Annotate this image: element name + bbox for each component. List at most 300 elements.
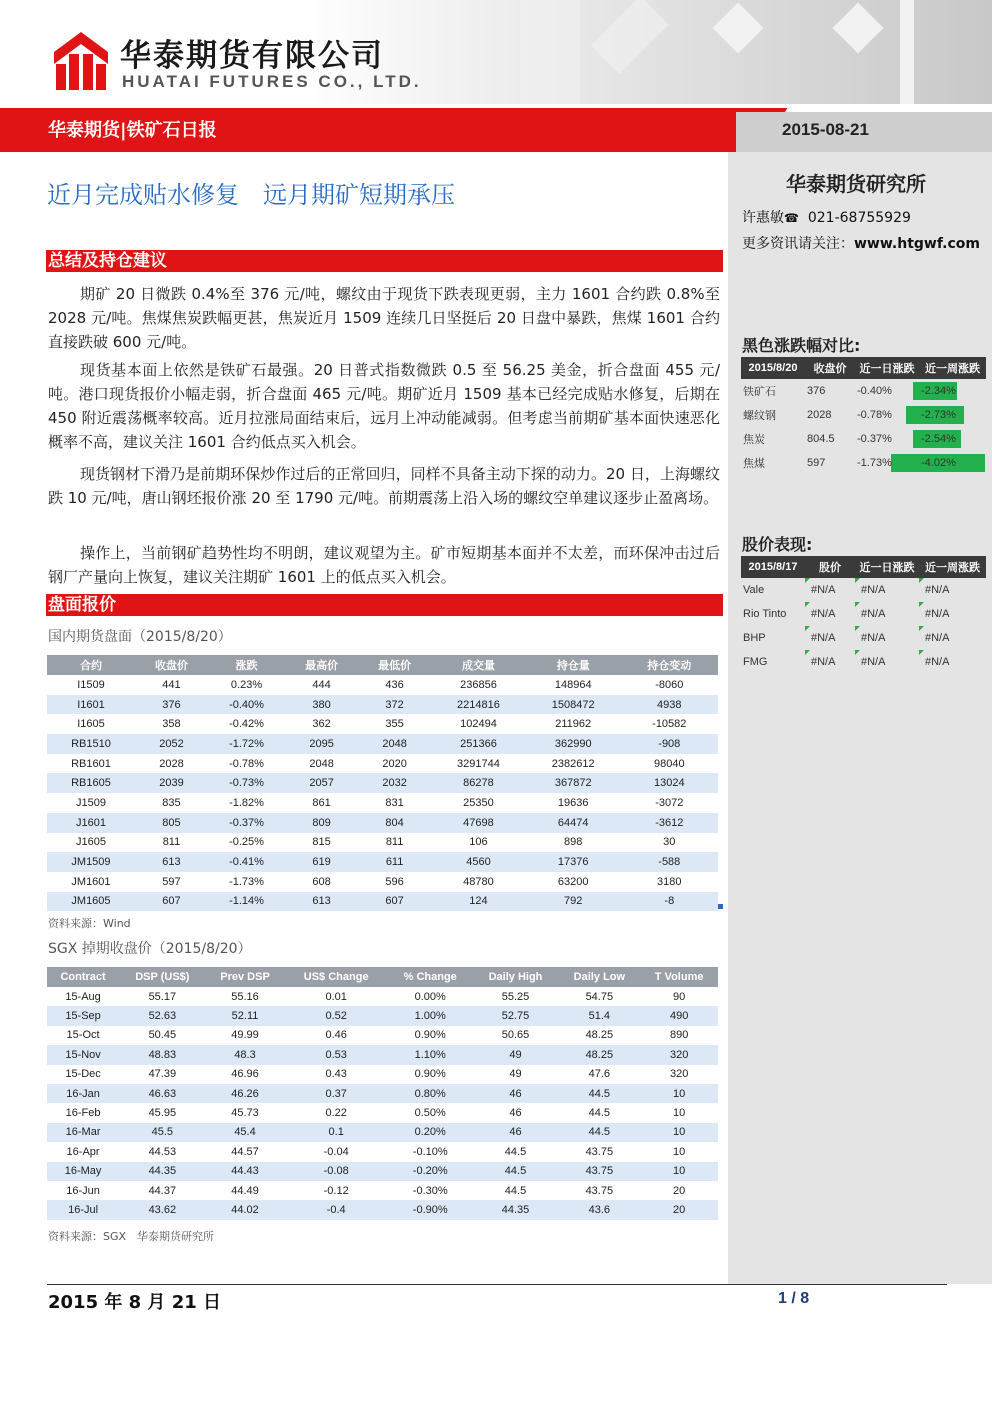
cell-text: #N/A (861, 584, 886, 596)
table-cell: 16-Jun (47, 1181, 119, 1200)
table-cell: 607 (358, 892, 431, 912)
table-cell: 15-Nov (47, 1045, 119, 1064)
table-cell: 44.5 (473, 1181, 559, 1200)
analyst-contact (742, 207, 911, 227)
day-change-value: -0.78% (857, 409, 892, 421)
table-cell: 52.63 (119, 1006, 205, 1025)
table-cell: 2095 (285, 734, 358, 754)
table-row (47, 695, 718, 715)
table-cell: 2382612 (526, 754, 621, 774)
table-cell: 367872 (526, 773, 621, 793)
table-cell: 55.16 (206, 987, 285, 1006)
day-change-value: -0.37% (857, 433, 892, 445)
column-header: 持仓变动 (621, 655, 718, 675)
table-cell: 0.52 (285, 1006, 388, 1025)
error-flag-icon (805, 626, 810, 631)
column-header: 涨跌 (208, 655, 285, 675)
close-price: 597 (807, 457, 826, 469)
table-cell: 362 (285, 714, 358, 734)
table-cell: 44.35 (119, 1162, 205, 1181)
table-cell: 19636 (526, 793, 621, 813)
header-decoration (713, 3, 764, 54)
table-cell: 44.5 (473, 1142, 559, 1161)
day-change-cell (855, 379, 919, 403)
table-cell: 811 (358, 833, 431, 853)
column-header: 收盘价 (135, 655, 208, 675)
table-cell: 16-May (47, 1162, 119, 1181)
commodity-name: 焦炭 (743, 434, 765, 446)
table-cell: 45.95 (119, 1103, 205, 1122)
table-cell: J1509 (47, 793, 135, 813)
table-row (47, 1103, 718, 1122)
report-date: 2015-08-21 (782, 120, 869, 139)
summary-paragraph: 现货基本面上依然是铁矿石最强。20 日普式指数微跌 0.5 至 56.25 美金，折合盘面 455 元/吨。港口现货报价小幅走弱，折合盘面 465 元/吨。期矿近月 1509 基本已经完成贴水修复，后期在 450 附近震荡概率较高。近月拉涨局面结束后，远月上冲动能减弱。但考虑当前期矿基本面快速恶化概率不高，建议关注 1601 合约低点买入机会。 (48, 361, 720, 451)
header-decoration (833, 3, 884, 54)
table-cell: 2039 (135, 773, 208, 793)
table-cell: 15-Sep (47, 1006, 119, 1025)
table-cell: 831 (358, 793, 431, 813)
table-row (47, 793, 718, 813)
sidebar (728, 152, 992, 1284)
table-cell: JM1605 (47, 892, 135, 912)
table-cell: 44.53 (119, 1142, 205, 1161)
table-cell: -0.90% (388, 1200, 473, 1219)
table-row (47, 1084, 718, 1103)
column-header: 最高价 (285, 655, 358, 675)
stock-value (919, 626, 986, 650)
table-cell: 1.00% (388, 1006, 473, 1025)
table-cell: 0.37 (285, 1084, 388, 1103)
table-cell: 15-Oct (47, 1026, 119, 1045)
table-row (47, 773, 718, 793)
cell-text: #N/A (811, 656, 836, 668)
error-flag-icon (919, 626, 924, 631)
stock-name (741, 650, 805, 674)
domestic-source: 资料来源：Wind (48, 917, 131, 930)
table-row (47, 987, 718, 1006)
table-row (47, 872, 718, 892)
table-cell: 380 (285, 695, 358, 715)
table-row (47, 1142, 718, 1161)
table-cell: 320 (640, 1045, 718, 1064)
company-name-cn: 华泰期货有限公司 (120, 38, 384, 74)
day-change-bar (891, 454, 919, 472)
table-cell: 898 (526, 833, 621, 853)
domestic-futures-table (47, 655, 718, 911)
table-row (47, 1026, 718, 1045)
section-title-summary: 总结及持仓建议 (48, 251, 167, 271)
black-compare-table (741, 357, 986, 475)
table-cell: 64474 (526, 813, 621, 833)
week-change-value: -2.73% (921, 409, 956, 421)
table-cell: 251366 (431, 734, 526, 754)
table-cell: 45.5 (119, 1123, 205, 1142)
table-row (47, 675, 718, 695)
table-cell: RB1605 (47, 773, 135, 793)
table-cell: 362990 (526, 734, 621, 754)
table-cell: J1601 (47, 813, 135, 833)
column-header: 2015/8/20 (741, 357, 805, 379)
day-change-bar (906, 406, 919, 424)
table-cell: 607 (135, 892, 208, 912)
table-cell: -1.82% (208, 793, 285, 813)
table-cell: 597 (135, 872, 208, 892)
close-price: 2028 (807, 409, 832, 421)
cell-text: #N/A (925, 608, 950, 620)
table-row (47, 852, 718, 872)
table-cell: 13024 (621, 773, 718, 793)
table-cell: 490 (640, 1006, 718, 1025)
cell-text: #N/A (811, 584, 836, 596)
column-header: 合约 (47, 655, 135, 675)
page-number: 1 / 8 (778, 1290, 810, 1307)
table-cell: 0.53 (285, 1045, 388, 1064)
footer-date: 2015 年 8 月 21 日 (48, 1292, 222, 1313)
table-cell: 236856 (431, 675, 526, 695)
table-cell: -8 (621, 892, 718, 912)
table-cell: 0.80% (388, 1084, 473, 1103)
error-flag-icon (919, 650, 924, 655)
stock-value (805, 650, 855, 674)
table-cell: 98040 (621, 754, 718, 774)
table-cell: 611 (358, 852, 431, 872)
column-header: 近一日涨跌 (855, 556, 919, 578)
table-cell: 44.49 (206, 1181, 285, 1200)
table-row (47, 1065, 718, 1084)
week-change-cell (919, 427, 986, 451)
table-cell: 47698 (431, 813, 526, 833)
stock-name (741, 578, 805, 602)
table-cell: 15-Aug (47, 987, 119, 1006)
table-cell: 43.75 (558, 1162, 640, 1181)
table-cell: 49.99 (206, 1026, 285, 1045)
table-cell: 10 (640, 1142, 718, 1161)
table-cell: -0.12 (285, 1181, 388, 1200)
table-cell: 52.11 (206, 1006, 285, 1025)
table-cell: 2048 (285, 754, 358, 774)
table-cell: 20 (640, 1200, 718, 1219)
column-header: 持仓量 (526, 655, 621, 675)
table-cell: 44.5 (473, 1162, 559, 1181)
footer-divider (47, 1284, 947, 1285)
table-cell: -0.78% (208, 754, 285, 774)
table-row (47, 1006, 718, 1025)
table-cell: 43.6 (558, 1200, 640, 1219)
table-row (47, 734, 718, 754)
column-header: 最低价 (358, 655, 431, 675)
column-header: 近一周涨跌 (919, 357, 986, 379)
stock-value (919, 578, 986, 602)
table-row (741, 626, 986, 650)
table-cell: 17376 (526, 852, 621, 872)
table-row (47, 1200, 718, 1219)
stock-value (805, 626, 855, 650)
table-cell: 10 (640, 1103, 718, 1122)
table-cell: 45.73 (206, 1103, 285, 1122)
cell-text: #N/A (811, 632, 836, 644)
header-decoration (591, 0, 669, 74)
table-cell: JM1601 (47, 872, 135, 892)
day-change-value: -1.73% (857, 457, 892, 469)
table-cell: -8060 (621, 675, 718, 695)
table-cell: 30 (621, 833, 718, 853)
error-flag-icon (805, 602, 810, 607)
stock-value (855, 626, 919, 650)
error-flag-icon (855, 578, 860, 583)
table-cell: 0.00% (388, 987, 473, 1006)
table-row (47, 714, 718, 734)
table-cell: 320 (640, 1065, 718, 1084)
analyst-phone: 021-68755929 (807, 210, 911, 226)
table-cell: I1605 (47, 714, 135, 734)
table-cell: -3612 (621, 813, 718, 833)
analyst-name: 许惠敏 (742, 210, 784, 226)
stock-name (741, 602, 805, 626)
summary-paragraph: 现货钢材下滑乃是前期环保炒作过后的正常回归，同样不具备主动下探的动力。20 日，上海螺纹跌 10 元/吨，唐山钢坯报价涨 20 至 1790 元/吨。前期震荡上沿入场的螺纹空单建议逐步止盈离场。 (48, 465, 720, 507)
table-cell: 441 (135, 675, 208, 695)
cell-text: #N/A (861, 608, 886, 620)
table-cell: 355 (358, 714, 431, 734)
table-cell: 50.65 (473, 1026, 559, 1045)
table-cell: 16-Apr (47, 1142, 119, 1161)
table-cell: 25350 (431, 793, 526, 813)
table-cell: 835 (135, 793, 208, 813)
error-flag-icon (805, 650, 810, 655)
table-cell: 3180 (621, 872, 718, 892)
table-cell: 0.90% (388, 1065, 473, 1084)
table-cell: 1508472 (526, 695, 621, 715)
error-flag-icon (855, 626, 860, 631)
table-cell: 16-Jul (47, 1200, 119, 1219)
more-info-label: 更多资讯请关注： (742, 236, 854, 252)
table-cell: 2048 (358, 734, 431, 754)
cell-text: #N/A (925, 656, 950, 668)
table-cell: 124 (431, 892, 526, 912)
commodity-name: 铁矿石 (743, 386, 776, 398)
table-cell: 3291744 (431, 754, 526, 774)
column-header: 成交量 (431, 655, 526, 675)
table-cell: 613 (135, 852, 208, 872)
table-cell: 2057 (285, 773, 358, 793)
table-cell: 0.43 (285, 1065, 388, 1084)
table-cell: 0.01 (285, 987, 388, 1006)
table-cell: 4938 (621, 695, 718, 715)
table-cell: 436 (358, 675, 431, 695)
table-cell: 106 (431, 833, 526, 853)
table-cell: 43.75 (558, 1181, 640, 1200)
table-cell: 44.37 (119, 1181, 205, 1200)
stock-value (855, 578, 919, 602)
error-flag-icon (855, 602, 860, 607)
table-cell: J1605 (47, 833, 135, 853)
table-cell: 10 (640, 1084, 718, 1103)
table-cell: -0.37% (208, 813, 285, 833)
table-cell: 48.25 (558, 1026, 640, 1045)
column-header: DSP (US$) (119, 967, 205, 987)
table-cell: 815 (285, 833, 358, 853)
column-header: 收盘价 (805, 357, 855, 379)
close-price: 376 (807, 385, 826, 397)
table-cell: 47.6 (558, 1065, 640, 1084)
table-cell: 890 (640, 1026, 718, 1045)
table-cell: 2214816 (431, 695, 526, 715)
table-cell: 376 (135, 695, 208, 715)
table-row (741, 650, 986, 674)
column-header: 近一周涨跌 (919, 556, 986, 578)
table-cell: 613 (285, 892, 358, 912)
phone-icon: ☎ (784, 211, 799, 225)
table-cell: 46.26 (206, 1084, 285, 1103)
commodity-name: 焦煤 (743, 458, 765, 470)
table-cell: 0.50% (388, 1103, 473, 1122)
table-row (47, 892, 718, 912)
table-cell: 45.4 (206, 1123, 285, 1142)
table-cell: 811 (135, 833, 208, 853)
table-cell: JM1509 (47, 852, 135, 872)
table-cell: 48.25 (558, 1045, 640, 1064)
table-cell: 2052 (135, 734, 208, 754)
table-cell: 2020 (358, 754, 431, 774)
table-cell: 16-Feb (47, 1103, 119, 1122)
day-change-cell (855, 403, 919, 427)
error-flag-icon (855, 650, 860, 655)
table-cell: I1601 (47, 695, 135, 715)
week-change-value: -4.02% (921, 457, 956, 469)
stock-value (855, 602, 919, 626)
table-cell: 0.1 (285, 1123, 388, 1142)
stock-value (805, 602, 855, 626)
company-name-en: HUATAI FUTURES CO., LTD. (122, 72, 422, 91)
table-cell: 792 (526, 892, 621, 912)
table-cell: 48780 (431, 872, 526, 892)
table-cell: -588 (621, 852, 718, 872)
table-cell: -1.73% (208, 872, 285, 892)
table-cell: 46 (473, 1123, 559, 1142)
day-change-cell (855, 427, 919, 451)
stock-perf-title: 股价表现: (742, 535, 813, 554)
table-cell: RB1510 (47, 734, 135, 754)
table-cell: 102494 (431, 714, 526, 734)
stock-value (919, 650, 986, 674)
table-cell: -0.04 (285, 1142, 388, 1161)
column-header: % Change (388, 967, 473, 987)
table-row (47, 833, 718, 853)
table-cell: 1.10% (388, 1045, 473, 1064)
sgx-swap-table (47, 967, 718, 1220)
sgx-source: 资料来源：SGX 华泰期货研究所 (48, 1230, 215, 1243)
table-cell: 358 (135, 714, 208, 734)
table-cell: 49 (473, 1045, 559, 1064)
column-header: Daily High (473, 967, 559, 987)
table-row (741, 602, 986, 626)
header-decoration (900, 0, 914, 104)
table-row (741, 403, 986, 427)
cell-text: Rio Tinto (743, 608, 787, 620)
table-cell: 15-Dec (47, 1065, 119, 1084)
table-cell: 861 (285, 793, 358, 813)
table-cell: 43.62 (119, 1200, 205, 1219)
table-cell: -0.25% (208, 833, 285, 853)
table-cell: -0.30% (388, 1181, 473, 1200)
cell-text: #N/A (861, 632, 886, 644)
table-cell: 54.75 (558, 987, 640, 1006)
stock-name (741, 626, 805, 650)
table-cell: 90 (640, 987, 718, 1006)
header-decoration (520, 0, 580, 104)
table-cell: 47.39 (119, 1065, 205, 1084)
table-cell: 44.57 (206, 1142, 285, 1161)
table-cell: 619 (285, 852, 358, 872)
table-row (741, 451, 986, 475)
table-cell: -0.40% (208, 695, 285, 715)
section-title-quotes: 盘面报价 (48, 595, 116, 615)
week-change-cell (919, 379, 986, 403)
table-cell: 46 (473, 1084, 559, 1103)
table-cell: -0.4 (285, 1200, 388, 1219)
cell-text: FMG (743, 656, 768, 668)
sgx-table-caption: SGX 掉期收盘价（2015/8/20） (48, 941, 252, 957)
table-cell: 55.25 (473, 987, 559, 1006)
company-logo (52, 30, 110, 92)
cell-text: Vale (743, 584, 765, 596)
table-cell: 48.83 (119, 1045, 205, 1064)
table-cell: 804 (358, 813, 431, 833)
table-cell: 211962 (526, 714, 621, 734)
table-cell: 51.4 (558, 1006, 640, 1025)
website-line (742, 233, 980, 253)
column-header: US$ Change (285, 967, 388, 987)
week-change-value: -2.54% (921, 433, 956, 445)
table-cell: 608 (285, 872, 358, 892)
error-flag-icon (919, 602, 924, 607)
table-cell: 0.23% (208, 675, 285, 695)
table-cell: 46 (473, 1103, 559, 1122)
resize-marker (718, 904, 723, 909)
table-cell: 44.5 (558, 1103, 640, 1122)
table-cell: 4560 (431, 852, 526, 872)
table-cell: 46.96 (206, 1065, 285, 1084)
website-link[interactable]: www.htgwf.com (854, 236, 980, 252)
table-row (741, 379, 986, 403)
table-cell: 148964 (526, 675, 621, 695)
table-row (47, 1045, 718, 1064)
table-cell: 372 (358, 695, 431, 715)
table-cell: -0.41% (208, 852, 285, 872)
column-header: 近一日涨跌 (855, 357, 919, 379)
headline: 近月完成贴水修复 远月期矿短期承压 (47, 181, 455, 209)
day-change-value: -0.40% (857, 385, 892, 397)
table-cell: 2032 (358, 773, 431, 793)
week-change-cell (919, 451, 986, 475)
table-cell: 44.5 (558, 1084, 640, 1103)
table-cell: 55.17 (119, 987, 205, 1006)
table-row (47, 1181, 718, 1200)
table-cell: 44.35 (473, 1200, 559, 1219)
section-bar-quotes (46, 594, 723, 616)
table-row (741, 578, 986, 602)
table-cell: 10 (640, 1162, 718, 1181)
stock-value (855, 650, 919, 674)
column-header: Prev DSP (206, 967, 285, 987)
column-header: Contract (47, 967, 119, 987)
cell-text: #N/A (811, 608, 836, 620)
column-header: 2015/8/17 (741, 556, 805, 578)
cell-text: #N/A (925, 584, 950, 596)
table-cell: -1.14% (208, 892, 285, 912)
table-cell: 809 (285, 813, 358, 833)
column-header: Daily Low (558, 967, 640, 987)
table-cell: -0.08 (285, 1162, 388, 1181)
